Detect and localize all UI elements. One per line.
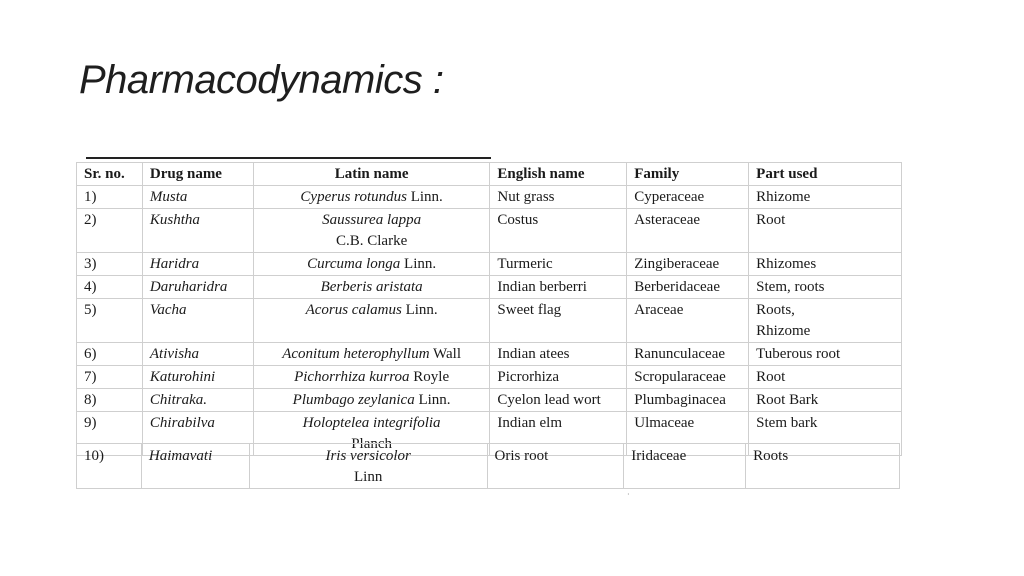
family-text: Cyperaceae bbox=[634, 189, 705, 205]
table-row bbox=[77, 253, 902, 276]
cell-english-name bbox=[490, 366, 627, 389]
cell-drug-name bbox=[142, 276, 253, 299]
sr-no-text: 5) bbox=[84, 302, 97, 318]
table-top-rule bbox=[86, 157, 491, 159]
latin-name-text: Holoptelea integrifolia bbox=[302, 415, 441, 431]
cell-drug-name bbox=[142, 186, 253, 209]
cell-part-used bbox=[749, 253, 902, 276]
cell-english-name bbox=[490, 299, 627, 343]
cell-drug-name bbox=[142, 343, 253, 366]
latin-author-text: Planch bbox=[351, 436, 393, 452]
cell-english-name bbox=[490, 186, 627, 209]
sr-no-text: 4) bbox=[84, 279, 97, 295]
english-name-text: Nut grass bbox=[497, 189, 555, 205]
sr-no-text: 10) bbox=[84, 448, 104, 464]
cell-part-used bbox=[749, 209, 902, 253]
cell-sr-no bbox=[77, 389, 143, 412]
cell-part-used bbox=[749, 276, 902, 299]
latin-author-text: Linn. bbox=[404, 256, 437, 272]
header-drug-name: Drug name bbox=[142, 163, 253, 186]
cell-english-name bbox=[490, 389, 627, 412]
latin-author-text: Royle bbox=[413, 369, 450, 385]
table-row bbox=[77, 276, 902, 299]
drug-name-text: Musta bbox=[149, 189, 188, 205]
cell-english-name bbox=[487, 444, 624, 489]
cell-english-name bbox=[490, 343, 627, 366]
cell-latin-name bbox=[253, 186, 490, 209]
part-used-text: Stem, roots bbox=[756, 279, 825, 295]
latin-author-text: Linn. bbox=[410, 189, 443, 205]
cell-part-used bbox=[749, 299, 902, 343]
latin-author-text: Linn. bbox=[418, 392, 451, 408]
latin-author-text: Linn bbox=[354, 469, 383, 485]
drug-name-text: Daruharidra bbox=[149, 279, 228, 295]
header-family: Family bbox=[627, 163, 749, 186]
cell-part-used bbox=[749, 389, 902, 412]
cell-family bbox=[627, 366, 749, 389]
drug-name-text: Haridra bbox=[149, 256, 200, 272]
cell-family bbox=[627, 389, 749, 412]
latin-name-text: Curcuma longa bbox=[307, 256, 401, 272]
english-name-text: Indian elm bbox=[497, 415, 562, 431]
table-row bbox=[77, 366, 902, 389]
table-row bbox=[77, 343, 902, 366]
cell-latin-name bbox=[249, 444, 487, 489]
cell-sr-no bbox=[77, 366, 143, 389]
english-name-text: Costus bbox=[497, 212, 539, 228]
part-used-text: Rhizome bbox=[756, 189, 811, 205]
cell-drug-name bbox=[141, 444, 249, 489]
cell-sr-no bbox=[77, 444, 142, 489]
header-english-name: English name bbox=[490, 163, 627, 186]
english-name-text: Oris root bbox=[494, 448, 549, 464]
family-text: Zingiberaceae bbox=[634, 256, 720, 272]
part-used-text: Roots, bbox=[756, 302, 795, 318]
family-text: Iridaceae bbox=[631, 448, 687, 464]
latin-name-text: Saussurea lappa bbox=[322, 212, 422, 228]
part-used-text: Roots bbox=[753, 448, 789, 464]
cell-sr-no bbox=[77, 343, 143, 366]
cell-drug-name bbox=[142, 366, 253, 389]
part-used-text: Rhizome bbox=[756, 323, 811, 339]
latin-name-text: Acorus calamus bbox=[305, 302, 402, 318]
latin-author-text: C.B. Clarke bbox=[335, 233, 408, 249]
family-text: Araceae bbox=[634, 302, 684, 318]
cell-latin-name bbox=[253, 389, 490, 412]
english-name-text: Indian berberri bbox=[497, 279, 587, 295]
drug-name-text: Vacha bbox=[149, 302, 187, 318]
cell-sr-no bbox=[77, 209, 143, 253]
cell-latin-name bbox=[253, 299, 490, 343]
cell-latin-name bbox=[253, 209, 490, 253]
table-row bbox=[77, 299, 902, 343]
family-text: Plumbaginacea bbox=[634, 392, 726, 408]
part-used-text: Tuberous root bbox=[756, 346, 841, 362]
cell-family bbox=[627, 186, 749, 209]
drug-table bbox=[76, 162, 902, 456]
english-name-text: Indian atees bbox=[497, 346, 570, 362]
table-row bbox=[77, 444, 900, 489]
latin-name-text: Cyperus rotundus bbox=[300, 189, 407, 205]
cell-latin-name bbox=[253, 276, 490, 299]
family-text: Scropularaceae bbox=[634, 369, 726, 385]
cell-sr-no bbox=[77, 253, 143, 276]
part-used-text: Root bbox=[756, 369, 786, 385]
cell-drug-name bbox=[142, 299, 253, 343]
part-used-text: Root Bark bbox=[756, 392, 819, 408]
stray-mark: · bbox=[627, 490, 630, 499]
part-used-text: Root bbox=[756, 212, 786, 228]
cell-sr-no bbox=[77, 186, 143, 209]
cell-drug-name bbox=[142, 389, 253, 412]
sr-no-text: 1) bbox=[84, 189, 97, 205]
cell-part-used bbox=[749, 366, 902, 389]
family-text: Asteraceae bbox=[634, 212, 701, 228]
latin-name-text: Berberis aristata bbox=[320, 279, 423, 295]
english-name-text: Picrorhiza bbox=[497, 369, 560, 385]
drug-table-extra bbox=[76, 443, 900, 489]
header-part-used: Part used bbox=[749, 163, 902, 186]
cell-part-used bbox=[749, 343, 902, 366]
header-latin-name: Latin name bbox=[253, 163, 490, 186]
cell-english-name bbox=[490, 209, 627, 253]
slide-title: Pharmacodynamics : bbox=[79, 58, 444, 102]
drug-name-text: Ativisha bbox=[149, 346, 200, 362]
cell-english-name bbox=[490, 253, 627, 276]
english-name-text: Turmeric bbox=[497, 256, 553, 272]
cell-part-used bbox=[749, 186, 902, 209]
cell-family bbox=[627, 343, 749, 366]
sr-no-text: 2) bbox=[84, 212, 97, 228]
cell-family bbox=[624, 444, 746, 489]
latin-author-text: Linn. bbox=[405, 302, 438, 318]
cell-english-name bbox=[490, 276, 627, 299]
english-name-text: Cyelon lead wort bbox=[497, 392, 601, 408]
sr-no-text: 7) bbox=[84, 369, 97, 385]
cell-sr-no bbox=[77, 276, 143, 299]
table-row bbox=[77, 209, 902, 253]
cell-family bbox=[627, 299, 749, 343]
cell-drug-name bbox=[142, 209, 253, 253]
sr-no-text: 3) bbox=[84, 256, 97, 272]
cell-latin-name bbox=[253, 366, 490, 389]
part-used-text: Stem bark bbox=[756, 415, 818, 431]
cell-family bbox=[627, 209, 749, 253]
sr-no-text: 6) bbox=[84, 346, 97, 362]
family-text: Ranunculaceae bbox=[634, 346, 726, 362]
part-used-text: Rhizomes bbox=[756, 256, 817, 272]
latin-author-text: Wall bbox=[433, 346, 461, 362]
sr-no-text: 9) bbox=[84, 415, 97, 431]
drug-name-text: Katurohini bbox=[149, 369, 216, 385]
cell-sr-no bbox=[77, 299, 143, 343]
table-header-row bbox=[77, 163, 902, 186]
latin-name-text: Plumbago zeylanica bbox=[292, 392, 415, 408]
table-row bbox=[77, 389, 902, 412]
family-text: Berberidaceae bbox=[634, 279, 721, 295]
drug-name-text: Chitraka. bbox=[149, 392, 207, 408]
cell-family bbox=[627, 253, 749, 276]
drug-name-text: Chirabilva bbox=[149, 415, 215, 431]
table-row bbox=[77, 186, 902, 209]
latin-name-text: Pichorrhiza kurroa bbox=[294, 369, 410, 385]
drug-name-text: Haimavati bbox=[148, 448, 213, 464]
family-text: Ulmaceae bbox=[634, 415, 695, 431]
cell-part-used bbox=[746, 444, 900, 489]
cell-drug-name bbox=[142, 253, 253, 276]
header-sr-no: Sr. no. bbox=[77, 163, 143, 186]
latin-name-text: Aconitum heterophyllum bbox=[282, 346, 430, 362]
cell-latin-name bbox=[253, 343, 490, 366]
cell-latin-name bbox=[253, 253, 490, 276]
cell-family bbox=[627, 276, 749, 299]
drug-name-text: Kushtha bbox=[149, 212, 200, 228]
english-name-text: Sweet flag bbox=[497, 302, 562, 318]
sr-no-text: 8) bbox=[84, 392, 97, 408]
latin-name-text: Iris versicolor bbox=[325, 448, 411, 464]
